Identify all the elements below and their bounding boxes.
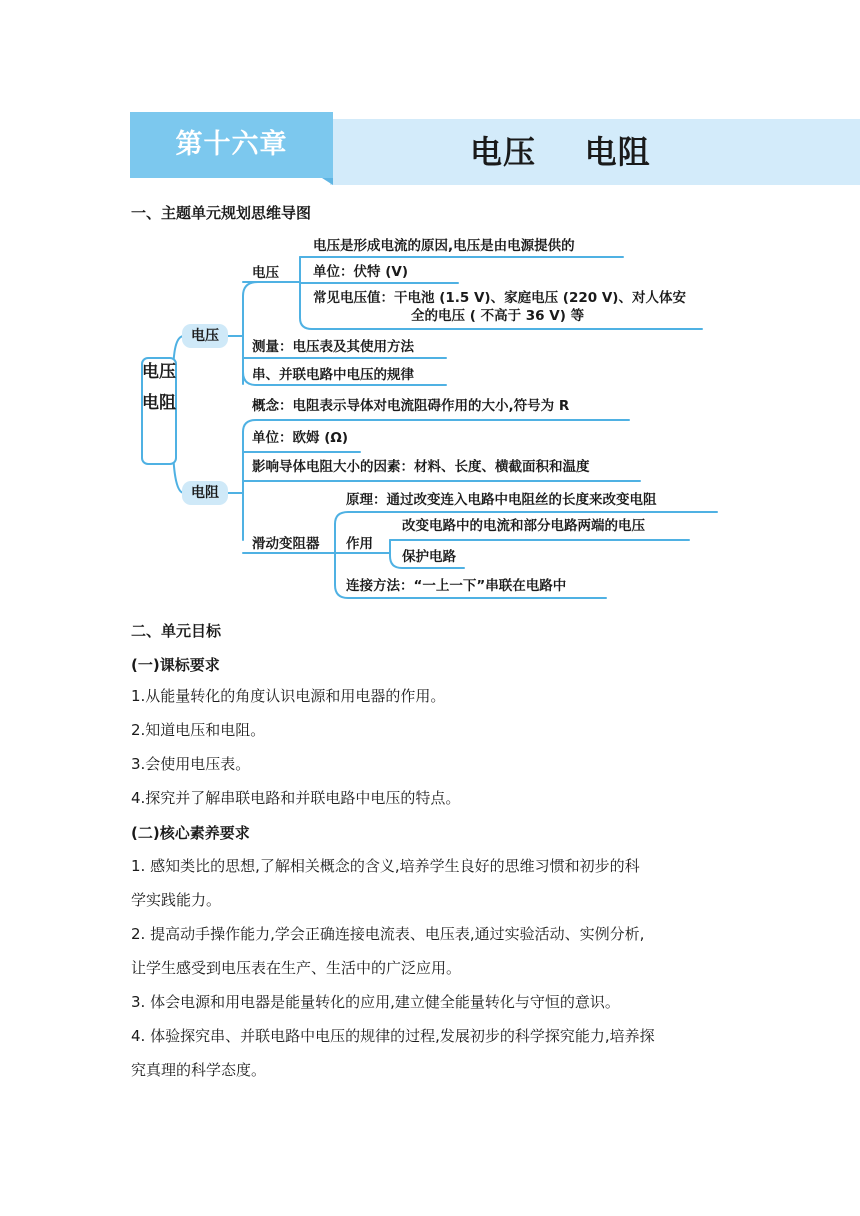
node-resistance-factors: 影响导体电阻大小的因素：材料、长度、横截面积和温度	[252, 459, 590, 475]
core-literacy-line-3: 2. 提高动手操作能力,学会正确连接电流表、电压表,通过实验活动、实例分析,	[131, 925, 645, 943]
node-resistance-concept: 概念：电阻表示导体对电流阻碍作用的大小,符号为 R	[252, 398, 570, 414]
core-literacy-line-6: 4. 体验探究串、并联电路中电压的规律的过程,发展初步的科学探究能力,培养探	[131, 1027, 655, 1045]
node-voltage-unit: 单位：伏特 (V)	[313, 264, 408, 280]
root-line-2: 电阻	[142, 393, 176, 413]
node-voltage-values-1: 常见电压值：干电池 (1.5 V)、家庭电压 (220 V)、对人体安	[313, 290, 686, 306]
node-resistance-unit: 单位：欧姆 (Ω)	[252, 430, 349, 446]
node-voltage-measure: 测量：电压表及其使用方法	[252, 339, 414, 355]
core-literacy-line-7: 究真理的科学态度。	[131, 1061, 267, 1079]
chapter-title: 电压 电阻	[470, 133, 651, 171]
node-rheostat-function: 作用	[346, 536, 373, 552]
node-voltage-cause: 电压是形成电流的原因,电压是由电源提供的	[313, 238, 575, 254]
subsection-curriculum-title: (一)课标要求	[131, 656, 220, 674]
curriculum-item-1: 1.从能量转化的角度认识电源和用电器的作用。	[131, 687, 446, 705]
core-literacy-line-5: 3. 体会电源和用电器是能量转化的应用,建立健全能量转化与守恒的意识。	[131, 993, 620, 1011]
node-voltage-rule: 串、并联电路中电压的规律	[252, 367, 414, 383]
core-literacy-line-1: 1. 感知类比的思想,了解相关概念的含义,培养学生良好的思维习惯和初步的科	[131, 857, 640, 875]
subsection-core-literacy-title: (二)核心素养要求	[131, 824, 250, 842]
section-2-title: 二、单元目标	[131, 622, 222, 640]
root-line-1: 电压	[142, 362, 176, 382]
curriculum-item-2: 2.知道电压和电阻。	[131, 721, 266, 739]
node-sub-voltage: 电压	[252, 265, 279, 281]
node-voltage: 电压	[182, 324, 228, 348]
node-rheostat-connection: 连接方法：“一上一下”串联在电路中	[346, 578, 567, 594]
node-rheostat: 滑动变阻器	[252, 536, 320, 552]
mind-map-root	[141, 362, 177, 414]
node-rheostat-principle: 原理：通过改变连入电路中电阻丝的长度来改变电阻	[346, 492, 657, 508]
node-voltage-values-2: 全的电压 ( 不高于 36 V) 等	[411, 308, 585, 324]
section-1-title: 一、主题单元规划思维导图	[131, 204, 312, 222]
node-resistance: 电阻	[182, 481, 228, 505]
node-rheostat-function-2: 保护电路	[402, 549, 456, 565]
core-literacy-line-4: 让学生感受到电压表在生产、生活中的广泛应用。	[131, 959, 462, 977]
curriculum-item-3: 3.会使用电压表。	[131, 755, 251, 773]
core-literacy-line-2: 学实践能力。	[131, 891, 222, 909]
chapter-label: 第十六章	[175, 129, 288, 160]
node-rheostat-function-1: 改变电路中的电流和部分电路两端的电压	[402, 518, 645, 534]
curriculum-item-4: 4.探究并了解串联电路和并联电路中电压的特点。	[131, 789, 461, 807]
